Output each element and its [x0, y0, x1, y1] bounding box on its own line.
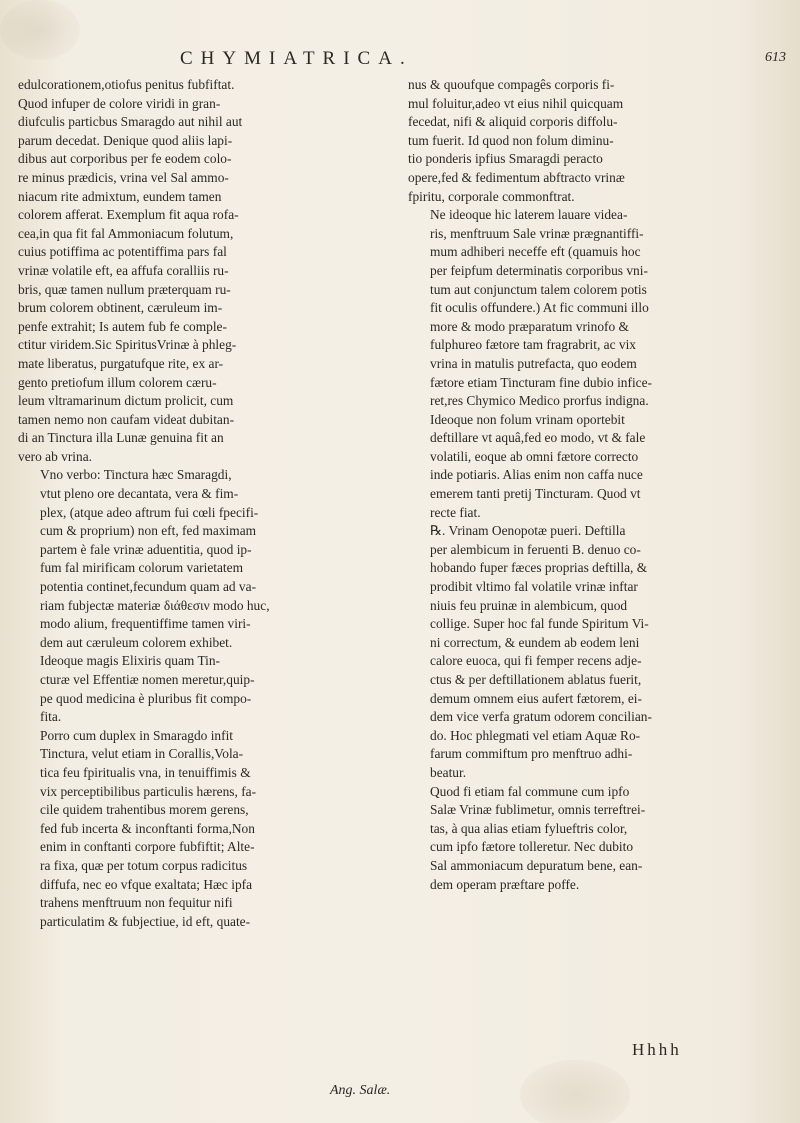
signature-mark: Hhhh — [632, 1040, 682, 1059]
text-line: tamen nemo non caufam videat dubitan- — [18, 411, 235, 427]
text-line: fecedat, nifi & aliquid corporis diffolu- — [408, 114, 618, 130]
text-line: fulphureo fætore tam fragrabrit, ac vix — [430, 337, 636, 353]
text-line: beatur. — [430, 764, 467, 780]
text-line: tica feu fpiritualis vna, in tenuiffimis & — [40, 764, 251, 780]
text-line: per feipfum determinatis corporibus vni- — [430, 262, 648, 278]
text-line: cturæ vel Effentiæ nomen meretur,quip- — [40, 672, 255, 687]
text-line: penfe extrahit; Is autem fub fe comple- — [18, 318, 227, 334]
text-line: di an Tinctura illa Lunæ genuina fit an — [18, 430, 224, 446]
paragraph — [18, 652, 394, 726]
text-line: vero ab vrina. — [18, 448, 92, 464]
text-line: partem è fale vrinæ aduentitia, quod ip- — [40, 541, 252, 557]
text-line: dem vice verfa gratum odorem concilian- — [430, 709, 652, 725]
text-line: niuis feu pruinæ in alembicum, quod — [430, 597, 628, 613]
text-line: do. Hoc phlegmati vel etiam Aquæ Ro- — [430, 727, 641, 743]
text-line: cile quidem trahentibus morem gerens, — [40, 802, 249, 818]
text-line: nus & quoufque compagês corporis fi- — [408, 77, 615, 92]
paragraph — [18, 466, 394, 652]
catchword: Ang. Salæ. — [330, 1083, 391, 1098]
text-line: Sal ammoniacum depuratum bene, ean- — [430, 857, 643, 873]
text-line: mul foluitur,adeo vt eius nihil quicquam — [408, 95, 624, 111]
text-line: prodibit vltimo fal volatile vrinæ inftar — [430, 579, 638, 595]
text-line: tio ponderis ipfius Smaragdi peracto — [408, 151, 603, 167]
text-line: per alembicum in feruenti B. denuo co- — [430, 541, 641, 557]
text-line: tum fuerit. Id quod non folum diminu- — [408, 132, 614, 148]
text-line: diufculis particbus Smaragdo aut nihil aut — [18, 114, 243, 130]
text-line: mum adhiberi neceffe eft (quamuis hoc — [430, 244, 641, 260]
text-line: emerem tanti pretij Tincturam. Quod vt — [430, 486, 641, 502]
text-line: tum aut conjunctum talem colorem potis — [430, 281, 647, 297]
text-line: particulatim & fubjectiue, id eft, quate- — [40, 913, 251, 929]
text-line: fit oculis offundere.) At fic communi illo — [430, 300, 649, 316]
text-line: brum colorem obtinent, cæruleum im- — [18, 300, 223, 316]
text-line: Ideoque magis Elixiris quam Tin- — [40, 653, 221, 669]
text-line: ctus & per deftillationem ablatus fuerit, — [430, 672, 642, 687]
text-line: leum vltramarinum dictum prolicit, cum — [18, 393, 234, 409]
paragraph — [408, 783, 768, 895]
paper-stain — [0, 0, 80, 60]
text-line: collige. Super hoc fal funde Spiritum Vi- — [430, 616, 649, 632]
running-head: CHYMIATRICA. — [180, 48, 413, 69]
text-line: dem operam præftare poffe. — [430, 876, 580, 892]
text-line: ni correctum, & eundem ab eodem leni — [430, 634, 640, 650]
text-line: hobando fuper fæces proprias deftilla, & — [430, 560, 648, 576]
text-line: enim in conftanti corpore fubfiftit; Alte- — [40, 839, 255, 855]
text-line: cum & proprium) non eft, fed maximam — [40, 523, 257, 539]
text-line: Ne ideoque hic laterem lauare videa- — [430, 207, 628, 223]
text-line: dibus aut corporibus per fe eodem colo- — [18, 151, 232, 167]
text-line: more & modo præparatum vrinofo & — [430, 318, 629, 334]
text-line: niacum rite admixtum, eundem tamen — [18, 188, 222, 204]
text-line: ctitur viridem.Sic SpiritusVrinæ à phleg- — [18, 337, 237, 353]
text-line: fed fub incerta & inconftanti forma,Non — [40, 820, 255, 836]
text-line: plex, (atque adeo aftrum fui cœli fpecifi- — [40, 504, 259, 520]
text-line: dem aut cæruleum colorem exhibet. — [40, 634, 233, 650]
text-line: deftillare vt aquâ,fed eo modo, vt & fale — [430, 430, 646, 446]
text-line: fum fal mirificam colorum varietatem — [40, 560, 244, 576]
text-line: mate liberatus, purgatufque rite, ex ar- — [18, 355, 224, 371]
text-line: vix perceptibilibus particulis hærens, fa- — [40, 783, 257, 799]
text-line: opere,fed & fedimentum abftracto vrinæ — [408, 169, 625, 185]
text-line: ris, menftruum Sale vrinæ prægnantiffi- — [430, 225, 644, 241]
paper-stain — [520, 1060, 630, 1123]
text-line: cea,in qua fit fal Ammoniacum folutum, — [18, 225, 234, 241]
text-line: colorem afferat. Exemplum fit aqua rofa- — [18, 207, 239, 223]
text-line: fætore etiam Tincturam fine dubio infice- — [430, 374, 653, 390]
text-line: Ideoque non folum vrinam oportebit — [430, 411, 625, 427]
text-line: fpiritu, corporale commonftrat. — [408, 188, 575, 204]
right-column — [408, 76, 768, 894]
text-line: bris, quæ tamen nullum præterquam ru- — [18, 281, 231, 297]
text-line: modo alium, frequentiffime tamen viri- — [40, 616, 251, 632]
paragraph — [408, 206, 768, 411]
paragraph — [408, 522, 768, 782]
text-line: inde potiaris. Alias enim non caffa nuce — [430, 467, 643, 483]
text-line: ret,res Chymico Medico prorfus indigna. — [430, 393, 649, 409]
text-line: potentia continet,fecundum quam ad va- — [40, 579, 257, 595]
text-line: cum ipfo fætore tolleretur. Nec dubito — [430, 839, 634, 855]
text-line: Tinctura, velut etiam in Corallis,Vola- — [40, 746, 244, 762]
paragraph — [18, 76, 394, 466]
paragraph — [408, 76, 768, 206]
text-line: edulcorationem,otiofus penitus fubfiftat. — [18, 77, 235, 92]
text-line: vrinæ volatile eft, ea affufa coralliis ru- — [18, 262, 229, 278]
page-number: 613 — [765, 50, 786, 65]
text-line: trahens menftruum non fequitur nifi — [40, 895, 233, 911]
text-line: demum omnem eius aufert fætorem, ei- — [430, 690, 642, 706]
text-line: recte fiat. — [430, 504, 481, 520]
text-line: ℞. Vrinam Oenopotæ pueri. Deftilla — [430, 523, 626, 539]
text-line: diffufa, nec eo vfque exaltata; Hæc ipfa — [40, 876, 253, 892]
text-line: tas, à qua alias etiam fylueftris color, — [430, 820, 628, 836]
text-line: Vno verbo: Tinctura hæc Smaragdi, — [40, 467, 232, 483]
text-line: Salæ Vrinæ fublimetur, omnis terreftrei- — [430, 802, 646, 818]
text-line: calore euoca, qui fi femper recens adje- — [430, 653, 642, 669]
text-line: farum commiftum pro menftruo adhi- — [430, 746, 633, 762]
text-line: vrina in matulis putrefacta, quo eodem — [430, 355, 637, 371]
text-line: cuius potiffima ac potentiffima pars fal — [18, 244, 227, 260]
text-line: ra fixa, quæ per totum corpus radicitus — [40, 857, 248, 873]
paragraph — [408, 411, 768, 523]
text-line: pe quod medicina è pluribus fit compo- — [40, 690, 252, 706]
text-line: riam fubjectæ materiæ διάθεσιν modo huc, — [40, 597, 270, 613]
paragraph — [18, 727, 394, 932]
text-line: parum decedat. Denique quod aliis lapi- — [18, 132, 233, 148]
text-line: re minus prædicis, vrina vel Sal ammo- — [18, 169, 229, 185]
text-line: Quod infuper de colore viridi in gran- — [18, 95, 221, 111]
text-line: fita. — [40, 709, 62, 725]
text-line: Quod fi etiam fal commune cum ipfo — [430, 783, 630, 799]
left-column — [18, 76, 394, 931]
text-line: volatili, eoque ab omni fætore correcto — [430, 448, 639, 464]
text-line: Porro cum duplex in Smaragdo infit — [40, 727, 234, 743]
text-line: vtut pleno ore decantata, vera & fim- — [40, 486, 239, 502]
text-line: gento pretiofum illum colorem cæru- — [18, 374, 217, 390]
